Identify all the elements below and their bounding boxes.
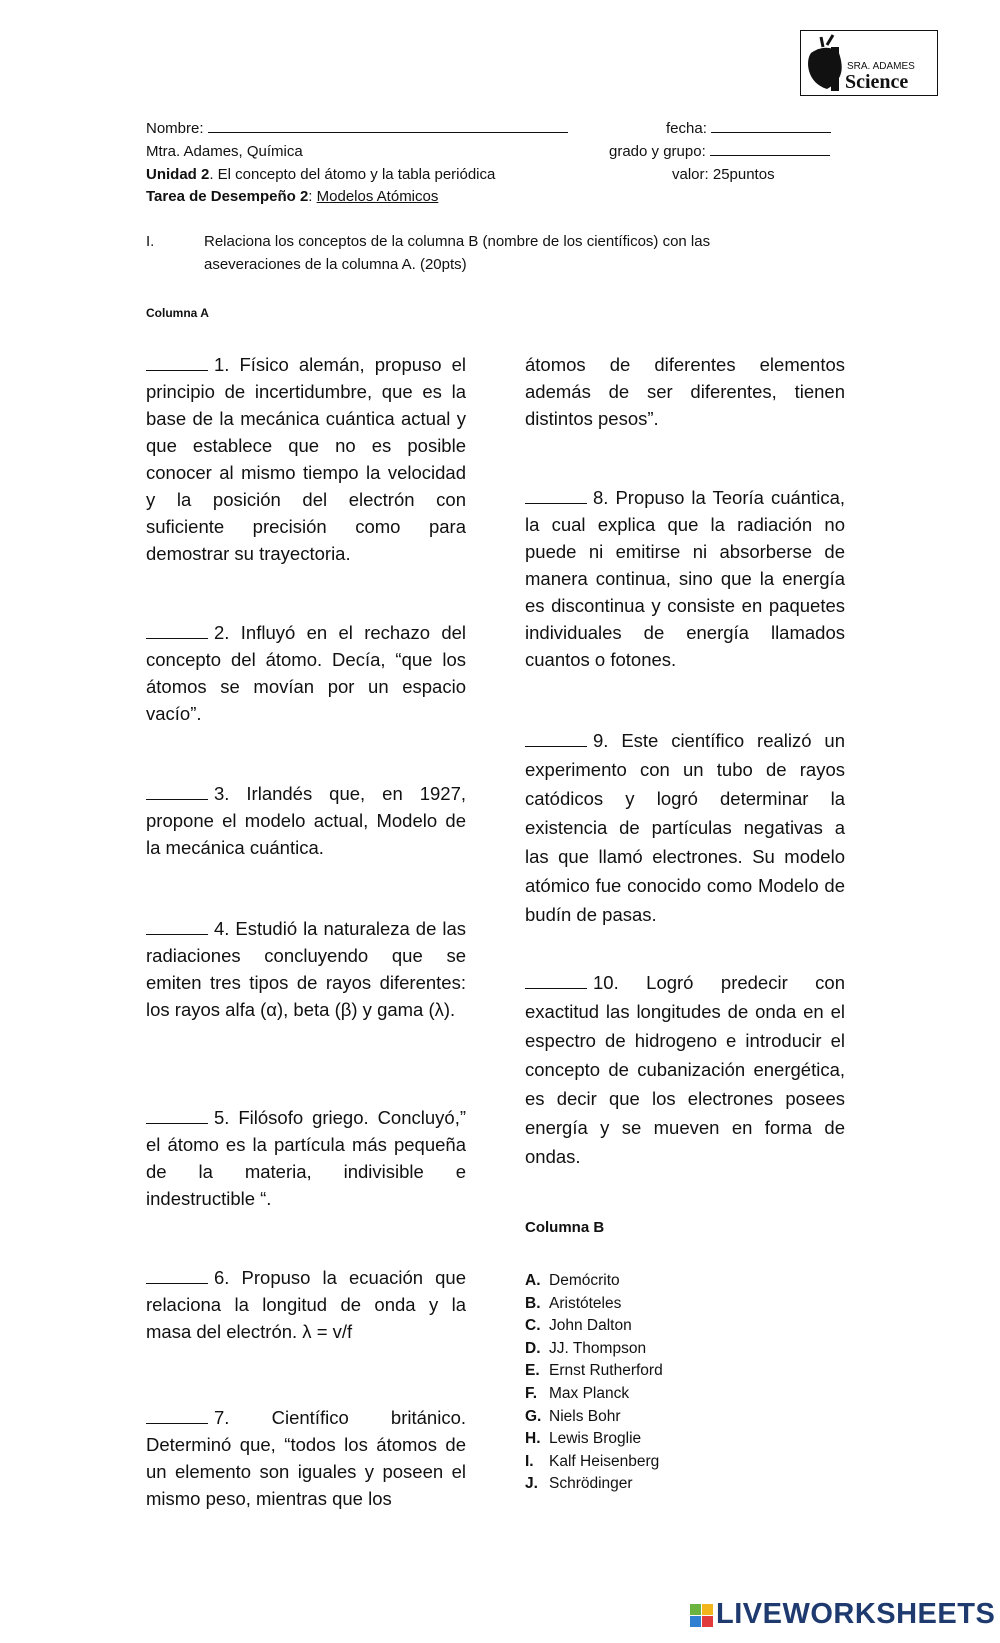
fecha-row xyxy=(666,117,831,140)
unidad xyxy=(146,163,495,186)
question-number: 1. xyxy=(214,354,230,375)
question-text: Logró predecir con exactitud las longitudes de onda en el espectro de hidrogeno e introducir el concepto de cubanización energética, es decir que los electrones posees energía y se mueven en forma de ondas. xyxy=(525,972,845,1167)
columna-b-title: Columna B xyxy=(525,1219,605,1236)
option-letter: B. xyxy=(525,1294,541,1312)
answer-blank[interactable] xyxy=(146,1107,208,1124)
grado-field[interactable] xyxy=(710,141,830,156)
logo-bottom-text: Science xyxy=(845,71,909,93)
grado-row xyxy=(609,140,830,163)
nombre-label: Nombre: xyxy=(146,120,204,137)
question-item xyxy=(525,726,845,929)
option-name: Max Planck xyxy=(549,1384,630,1402)
option-letter: A. xyxy=(525,1272,541,1289)
answer-blank[interactable] xyxy=(525,487,587,504)
option-letter: I. xyxy=(525,1452,534,1470)
question-number: 2. xyxy=(214,622,230,643)
question-text: Este científico realizó un experimento con un tubo de rayos catódicos y logró determinar la existencia de partículas negativas a las que llamó electrones. Su modelo atómico fue conocido como Modelo de budín de pasas. xyxy=(525,730,845,925)
instruction-line2: aseveraciones de la columna A. (20pts) xyxy=(204,256,467,273)
answer-blank[interactable] xyxy=(146,783,208,800)
scientist-option xyxy=(525,1360,663,1383)
nombre-field[interactable] xyxy=(208,118,568,133)
option-name: John Dalton xyxy=(549,1317,632,1335)
teacher: Mtra. Adames, Química xyxy=(146,143,303,160)
question-text: Propuso la Teoría cuántica, la cual explica que la radiación no puede ni emitirse ni absorberse de manera continua, sino que la energía es discontinua y consiste en paquetes individuales de energía llamados cuantos o fotones. xyxy=(525,487,845,670)
question-item xyxy=(146,351,466,567)
brand-text: LIVEWORKSHEETS xyxy=(716,1598,996,1630)
scientist-option xyxy=(525,1270,663,1293)
scientist-option xyxy=(525,1293,663,1316)
question-number: 8. xyxy=(593,487,609,508)
grado-label: grado y grupo: xyxy=(609,143,706,160)
scientist-option xyxy=(525,1451,663,1474)
logo-top-text: SRA. ADAMES xyxy=(847,61,915,72)
option-letter: E. xyxy=(525,1362,540,1380)
answer-blank[interactable] xyxy=(146,1407,208,1424)
question-text: átomos de diferentes elementos además de ser diferentes, tienen distintos pesos”. xyxy=(525,354,845,429)
instruction-number: I. xyxy=(146,233,155,250)
nombre-row xyxy=(146,117,568,140)
question-item xyxy=(146,1404,466,1512)
scientist-option xyxy=(525,1428,663,1451)
question-item xyxy=(525,968,845,1171)
option-letter: F. xyxy=(525,1384,538,1402)
columna-a-title: Columna A xyxy=(146,306,209,320)
answer-blank[interactable] xyxy=(146,1267,208,1284)
question-item xyxy=(146,1264,466,1345)
option-name: Kalf Heisenberg xyxy=(549,1452,660,1470)
scientist-option xyxy=(525,1406,663,1429)
question-text: Físico alemán, propuso el principio de incertidumbre, que es la base de la mecánica cuántica actual y que establece que no es posible conocer al mismo tiempo la velocidad y la posición del electrón con suficiente precisión como para demostrar su trayectoria. xyxy=(146,354,466,564)
question-number: 4. xyxy=(214,918,230,939)
option-letter: D. xyxy=(525,1339,541,1357)
question-item xyxy=(525,484,845,673)
unidad-bold: Unidad 2 xyxy=(146,166,210,183)
scientist-option xyxy=(525,1315,663,1338)
option-name: Lewis Broglie xyxy=(549,1430,642,1448)
unidad-text: . El concepto del átomo y la tabla periódica xyxy=(209,166,496,183)
valor: valor: 25puntos xyxy=(672,166,775,183)
answer-blank[interactable] xyxy=(146,354,208,371)
question-number: 9. xyxy=(593,730,609,751)
question-text: Estudió la naturaleza de las radiaciones concluyendo que se emiten tres tipos de rayos diferentes: los rayos alfa (α), beta (β) y gama (λ). xyxy=(146,918,466,1020)
liveworksheets-brand xyxy=(690,1598,995,1631)
instruction-text xyxy=(204,230,710,276)
scientist-option xyxy=(525,1473,663,1496)
option-name: Ernst Rutherford xyxy=(549,1362,663,1380)
question-number: 10. xyxy=(593,972,619,993)
answer-blank[interactable] xyxy=(525,730,587,747)
answer-blank[interactable] xyxy=(146,622,208,639)
option-name: Demócrito xyxy=(549,1272,620,1289)
instruction-line1: Relaciona los conceptos de la columna B (nombre de los científicos) con las xyxy=(204,233,711,250)
option-name: Schrödinger xyxy=(549,1475,633,1493)
question-item xyxy=(146,1104,466,1212)
option-letter: H. xyxy=(525,1430,541,1448)
question-number: 6. xyxy=(214,1267,230,1288)
question-number: 7. xyxy=(214,1407,230,1428)
question-text: Científico británico. Determinó que, “todos los átomos de un elemento son iguales y poseen el mismo peso, mientras que los xyxy=(146,1407,466,1509)
fecha-field[interactable] xyxy=(711,118,831,133)
question-text: Propuso la ecuación que relaciona la longitud de onda y la masa del electrón. λ = v/f xyxy=(146,1267,466,1342)
question-item xyxy=(146,915,466,1023)
option-letter: J. xyxy=(525,1475,538,1493)
question-item xyxy=(146,780,466,861)
option-letter: C. xyxy=(525,1317,541,1335)
tarea xyxy=(146,185,438,208)
tarea-sep: : xyxy=(308,188,317,205)
question-text: Influyó en el rechazo del concepto del átomo. Decía, “que los átomos se movían por un espacio vacío”. xyxy=(146,622,467,724)
option-name: Niels Bohr xyxy=(549,1407,621,1425)
scientist-option xyxy=(525,1383,663,1406)
columna-b-list xyxy=(525,1270,663,1496)
science-logo xyxy=(800,30,938,96)
live-logo-icon xyxy=(690,1604,713,1627)
option-name: JJ. Thompson xyxy=(549,1339,647,1357)
option-letter: G. xyxy=(525,1407,542,1425)
question-number: 5. xyxy=(214,1107,230,1128)
question-text: Filósofo griego. Concluyó,” el átomo es la partícula más pequeña de la materia, indivisible e indestructible “. xyxy=(146,1107,466,1209)
question-item xyxy=(146,619,466,727)
answer-blank[interactable] xyxy=(146,918,208,935)
tarea-bold: Tarea de Desempeño 2 xyxy=(146,188,309,205)
option-name: Aristóteles xyxy=(549,1294,622,1312)
answer-blank[interactable] xyxy=(525,972,587,989)
fecha-label: fecha: xyxy=(666,120,707,137)
scientist-option xyxy=(525,1338,663,1361)
question-number: 3. xyxy=(214,783,230,804)
question-continuation xyxy=(525,351,845,432)
tarea-title: Modelos Atómicos xyxy=(316,188,439,205)
question-text: Irlandés que, en 1927, propone el modelo actual, Modelo de la mecánica cuántica. xyxy=(146,783,466,858)
